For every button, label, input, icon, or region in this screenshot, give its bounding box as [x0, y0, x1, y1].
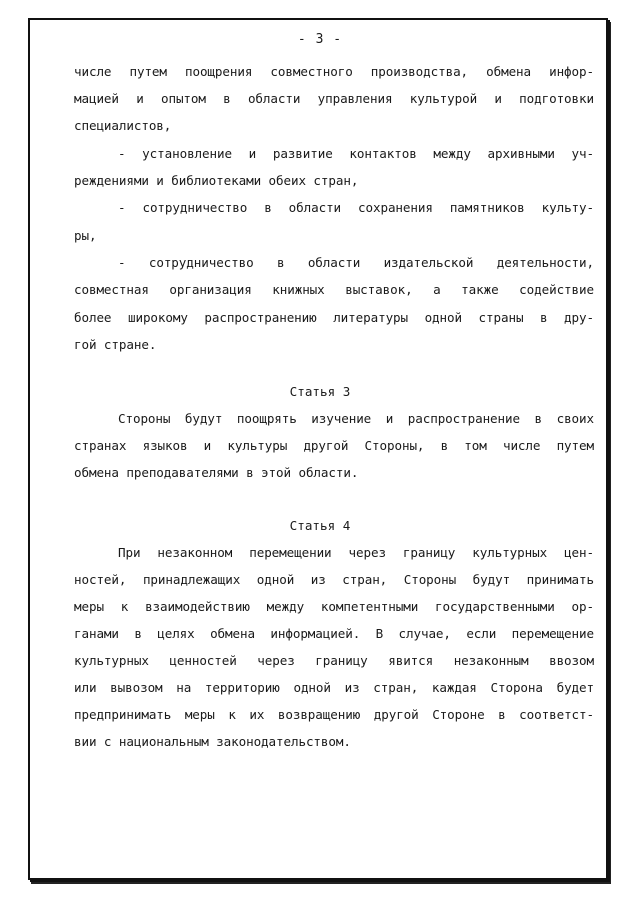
text-line: ностей, принадлежащих одной из стран, Стороны будут принимать [74, 572, 594, 587]
text-line: специалистов, [74, 118, 172, 133]
text-line: странах языков и культуры другой Стороны, в том числе путем [74, 438, 594, 453]
text-line: числе путем поощрения совместного производства, обмена инфор- [74, 64, 594, 79]
article-4-heading: Статья 4 [289, 518, 351, 533]
text-line: ры, [74, 228, 97, 243]
text-line: меры к взаимодействию между компетентными государственными ор- [74, 599, 594, 614]
text-line: или вывозом на территорию одной из стран, каждая Сторона будет [74, 680, 594, 695]
text-line: мацией и опытом в области управления культурой и подготовки [74, 91, 594, 106]
text-line: реждениями и библиотеками обеих стран, [74, 173, 359, 188]
text-line: предпринимать меры к их возвращению другой Стороне в соответст- [74, 707, 594, 722]
text-line: ганами в целях обмена информацией. В случае, если перемещение [74, 626, 594, 641]
text-line: гой стране. [74, 337, 157, 352]
text-line: - сотрудничество в области сохранения памятников культу- [118, 200, 594, 215]
text-line: - сотрудничество в области издательской деятельности, [118, 255, 594, 270]
text-line: культурных ценностей через границу явится незаконным ввозом [74, 653, 594, 668]
page-number: - 3 - [297, 32, 343, 47]
text-line: - установление и развитие контактов между архивными уч- [118, 146, 594, 161]
article-3-heading: Статья 3 [289, 384, 351, 399]
text-line: совместная организация книжных выставок, а также содействие [74, 282, 594, 297]
text-line: обмена преподавателями в этой области. [74, 465, 359, 480]
text-line: Стороны будут поощрять изучение и распространение в своих [118, 411, 594, 426]
text-line: При незаконном перемещении через границу культурных цен- [118, 545, 594, 560]
text-line: более широкому распространению литературы одной страны в дру- [74, 310, 594, 325]
text-line: вии с национальным законодательством. [74, 734, 351, 749]
